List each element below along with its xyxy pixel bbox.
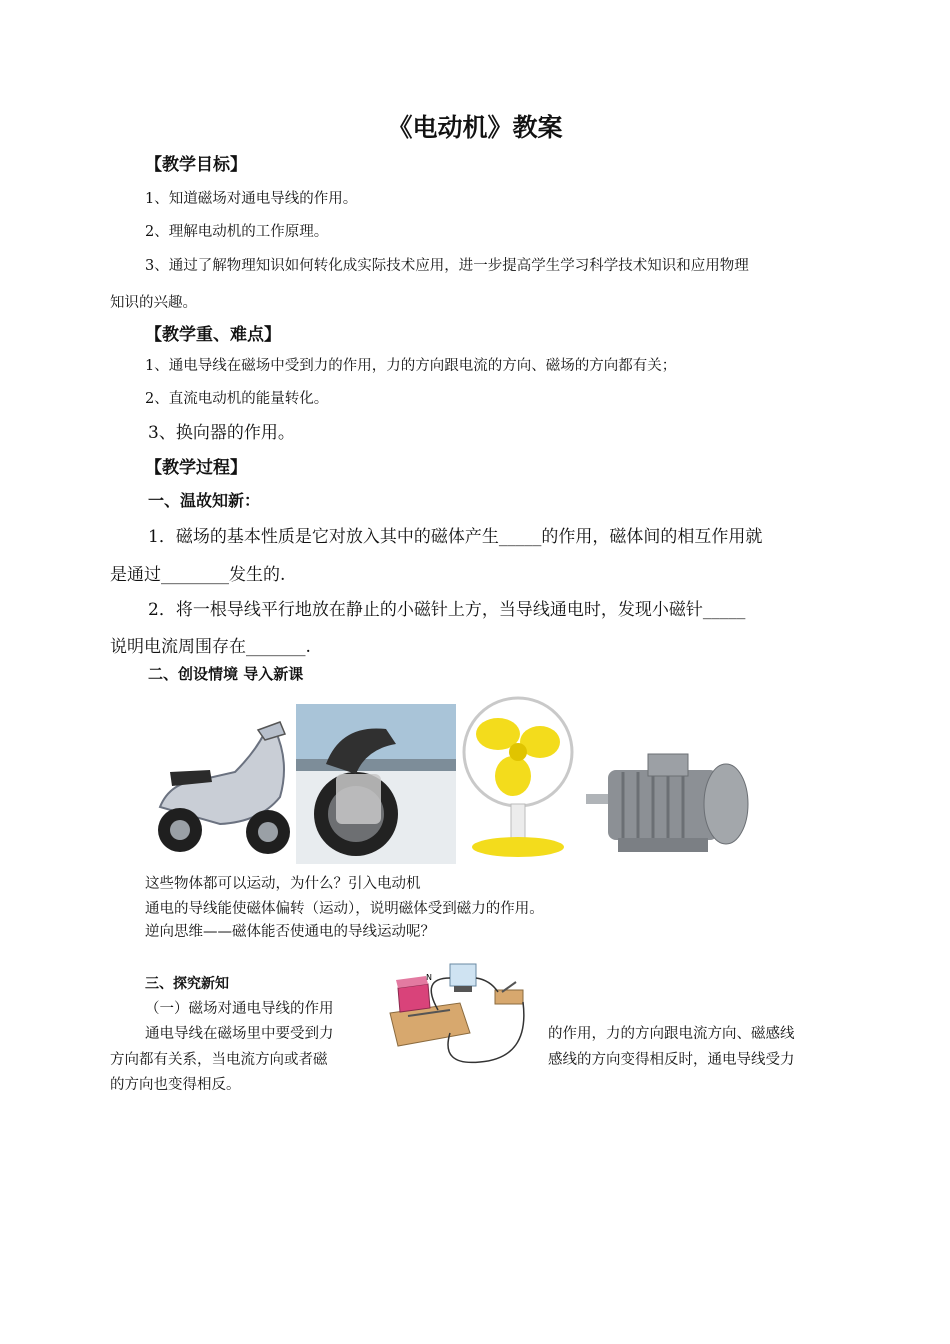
question-1-line2: 是通过________发生的. — [110, 565, 286, 585]
process-heading: 【教学过程】 — [145, 458, 247, 478]
keypoint-item-2: 2、直流电动机的能量转化。 — [145, 391, 329, 407]
question-2-line2: 说明电流周围存在_______. — [110, 637, 311, 657]
magnet-label-n: N — [426, 973, 432, 982]
review-heading: 一、温故知新： — [148, 491, 261, 510]
goal-item-3-line2: 知识的兴趣。 — [110, 295, 197, 311]
intro-heading: 二、创设情境 导入新课 — [148, 665, 304, 683]
page-title: 《电动机》教案 — [387, 113, 563, 142]
goal-item-2: 2、理解电动机的工作原理。 — [145, 224, 329, 240]
question-1-line1: 1．磁场的基本性质是它对放入其中的磁体产生_____的作用，磁体间的相互作用就 — [148, 527, 763, 547]
goal-item-3-line1: 3、通过了解物理知识如何转化成实际技术应用，进一步提高学生学习科学技术知识和应用物理 — [145, 258, 749, 274]
explore-heading: 三、探究新知 — [145, 976, 229, 992]
explore-line3: 的方向也变得相反。 — [110, 1077, 241, 1093]
caption-3: 逆向思维——磁体能否使通电的导线运动呢？ — [145, 924, 435, 940]
goal-item-1: 1、知道磁场对通电导线的作用。 — [145, 191, 358, 207]
goals-heading: 【教学目标】 — [145, 155, 247, 175]
explore-line2-right: 感线的方向变得相反时，通电导线受力 — [548, 1052, 795, 1068]
unicycle-image — [296, 704, 456, 864]
keypoints-heading: 【教学重、难点】 — [145, 325, 281, 345]
keypoint-item-3: 3、换向器的作用。 — [148, 423, 295, 443]
explore-subheading: （一）磁场对通电导线的作用 — [145, 1001, 334, 1017]
fan-image — [458, 694, 578, 862]
explore-line2-left: 方向都有关系，当电流方向或者磁 — [110, 1052, 328, 1068]
motor-image — [578, 752, 753, 860]
question-2-line1: 2．将一根导线平行地放在静止的小磁针上方，当导线通电时，发现小磁针_____ — [148, 600, 746, 620]
circuit-diagram — [380, 958, 530, 1076]
keypoint-item-1: 1、通电导线在磁场中受到力的作用，力的方向跟电流的方向、磁场的方向都有关； — [145, 358, 677, 374]
explore-line1-left: 通电导线在磁场里中要受到力 — [145, 1026, 334, 1042]
caption-1: 这些物体都可以运动，为什么？引入电动机 — [145, 876, 421, 892]
caption-2: 通电的导线能使磁体偏转（运动），说明磁体受到磁力的作用。 — [145, 901, 544, 917]
explore-line1-right: 的作用，力的方向跟电流方向、磁感线 — [548, 1026, 795, 1042]
scooter-image — [140, 712, 296, 864]
